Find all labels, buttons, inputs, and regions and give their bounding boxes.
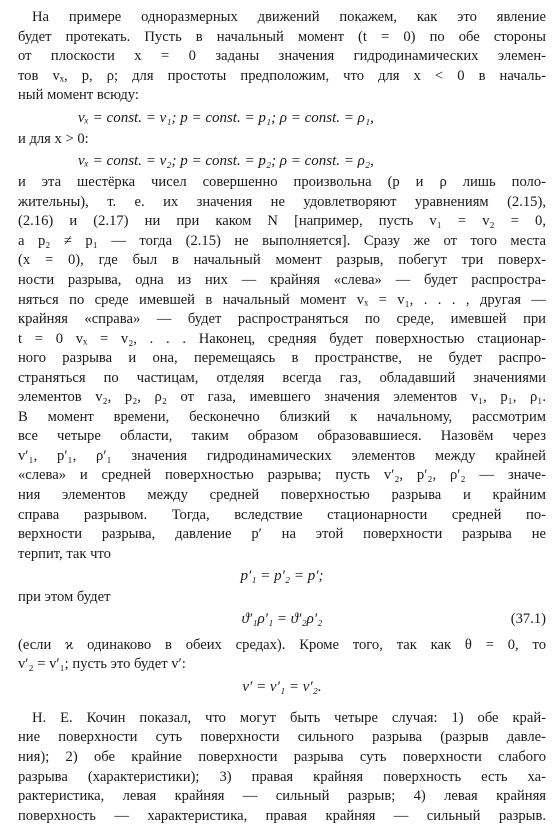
text-line: жительны), т. е. их значения не удовлетворяют уравнениям (2.15), — [18, 193, 546, 210]
text-line: t = 0 vₓ = v₂, . . . Наконец, средняя будет поверхностью стационар- — [18, 330, 546, 347]
equation-right-state: vₓ = const. = v₂; p = const. = p₂; ρ = const. = ρ₂, — [78, 153, 374, 170]
text-line: будет протекать. Пусть в начальный момент (t = 0) по обе стороны — [18, 28, 546, 45]
text-line: Н. Е. Кочин показал, что могут быть четыре случая: 1) обе край- — [32, 709, 546, 726]
text-line: рактеристика, левая крайняя — сильный разрыв; 4) левая крайняя — [18, 788, 546, 805]
text-line: поверхность — характеристика, правая крайняя — сильный разрыв. — [18, 807, 546, 824]
page-text — [18, 8, 546, 826]
text-line: ния); 2) обе крайние поверхности разрыва суть поверхности слабого — [18, 748, 546, 765]
text-line: (2.16) и (2.17) ни при каком N [например, пусть v₁ = v₂ = 0, — [18, 213, 546, 230]
paragraph-velocity — [18, 636, 546, 675]
text-line: страняться по частицам, отделяя всегда газ, обладавший значениями — [18, 369, 546, 386]
text-line: от плоскости x = 0 заданы значения гидродинамических элемен- — [18, 48, 546, 65]
text-line: В момент времени, бесконечно близкий к начальному, рассмотрим — [18, 408, 546, 425]
text-line: «слева» и средней поверхностью разрыва; пусть v′₂, p′₂, ρ′₂ — значе- — [18, 467, 546, 484]
text-line: ние поверхности суть поверхности сильного разрыва (разрыв давле- — [18, 729, 546, 746]
paragraph-intro — [18, 8, 546, 106]
paragraph-kochin — [18, 709, 546, 826]
text-line: v′₁, p′₁, ρ′₁ значения гидродинамических элементов между крайней — [18, 447, 546, 464]
text-line: и для x > 0: — [18, 130, 89, 147]
text-line: ный момент всюду: — [18, 87, 139, 104]
equation-number: (37.1) — [510, 610, 546, 627]
text-line: при этом будет — [18, 589, 111, 606]
equation-37-1 — [18, 608, 546, 630]
text-line: а p₂ ≠ p₁ — тогда (2.15) не выполняется]. Сразу же от того места — [18, 232, 546, 249]
text-line: элементов v₂, p₂, ρ₂ от газа, имевшего значения элементов v₁, p₁, ρ₁. — [18, 389, 546, 406]
text-line: (x = 0), где был в начальный момент разрыв, побегут три поверх- — [18, 252, 546, 269]
text-line: справа разрывом. Тогда, вследствие стационарности средней по- — [18, 506, 546, 523]
text-line: ности разрыва, одна из них — крайняя «слева» — будет распростра- — [18, 272, 546, 289]
text-line: и эта шестёрка чисел совершенно произвольна (p и ρ лишь поло- — [18, 174, 546, 191]
text-line: ния элементов между средней поверхностью разрыва и крайним — [18, 487, 546, 504]
text-line: крайняя «справа» — будет распространяться по среде, имевшей при — [18, 311, 546, 328]
paragraph-discontinuity — [18, 173, 546, 564]
text-line: все четыре области, таким образом образовавшиеся. Назовём через — [18, 428, 546, 445]
equation-body: ϑ′₁ρ′₁ = ϑ′₂ρ′₂ — [241, 610, 323, 627]
equation-velocity: v′ = v′₁ = v′₂. — [242, 678, 322, 695]
text-line: тов vₓ, p, ρ; для простоты предположим, что для x < 0 в началь- — [18, 67, 546, 84]
text-line: v′₂ = v′₁; пусть это будет v′: — [18, 656, 186, 673]
text-line: ного разрыва и она, перемещаясь в пространстве, не будет распро- — [18, 350, 546, 367]
text-line: разрыва (характеристики); 3) правая крайняя поверхность есть ха- — [18, 768, 546, 785]
text-line: няться по среде имевшей в начальный момент vₓ = v₁, . . . , другая — — [18, 291, 546, 308]
text-line: На примере одноразмерных движений покажем, как это явление — [32, 9, 546, 25]
text-line: (если ϰ одинаково в обеих средах). Кроме того, так как θ = 0, то — [18, 636, 546, 653]
text-line: терпит, так что — [18, 545, 111, 562]
equation-left-state: vₓ = const. = v₁; p = const. = p₁; ρ = const. = ρ₁, — [78, 109, 374, 126]
equation-pressure: p′₁ = p′₂ = p′; — [240, 568, 324, 585]
text-line: верхности разрыва, давление p′ на этой поверхности разрыва не — [18, 526, 546, 543]
